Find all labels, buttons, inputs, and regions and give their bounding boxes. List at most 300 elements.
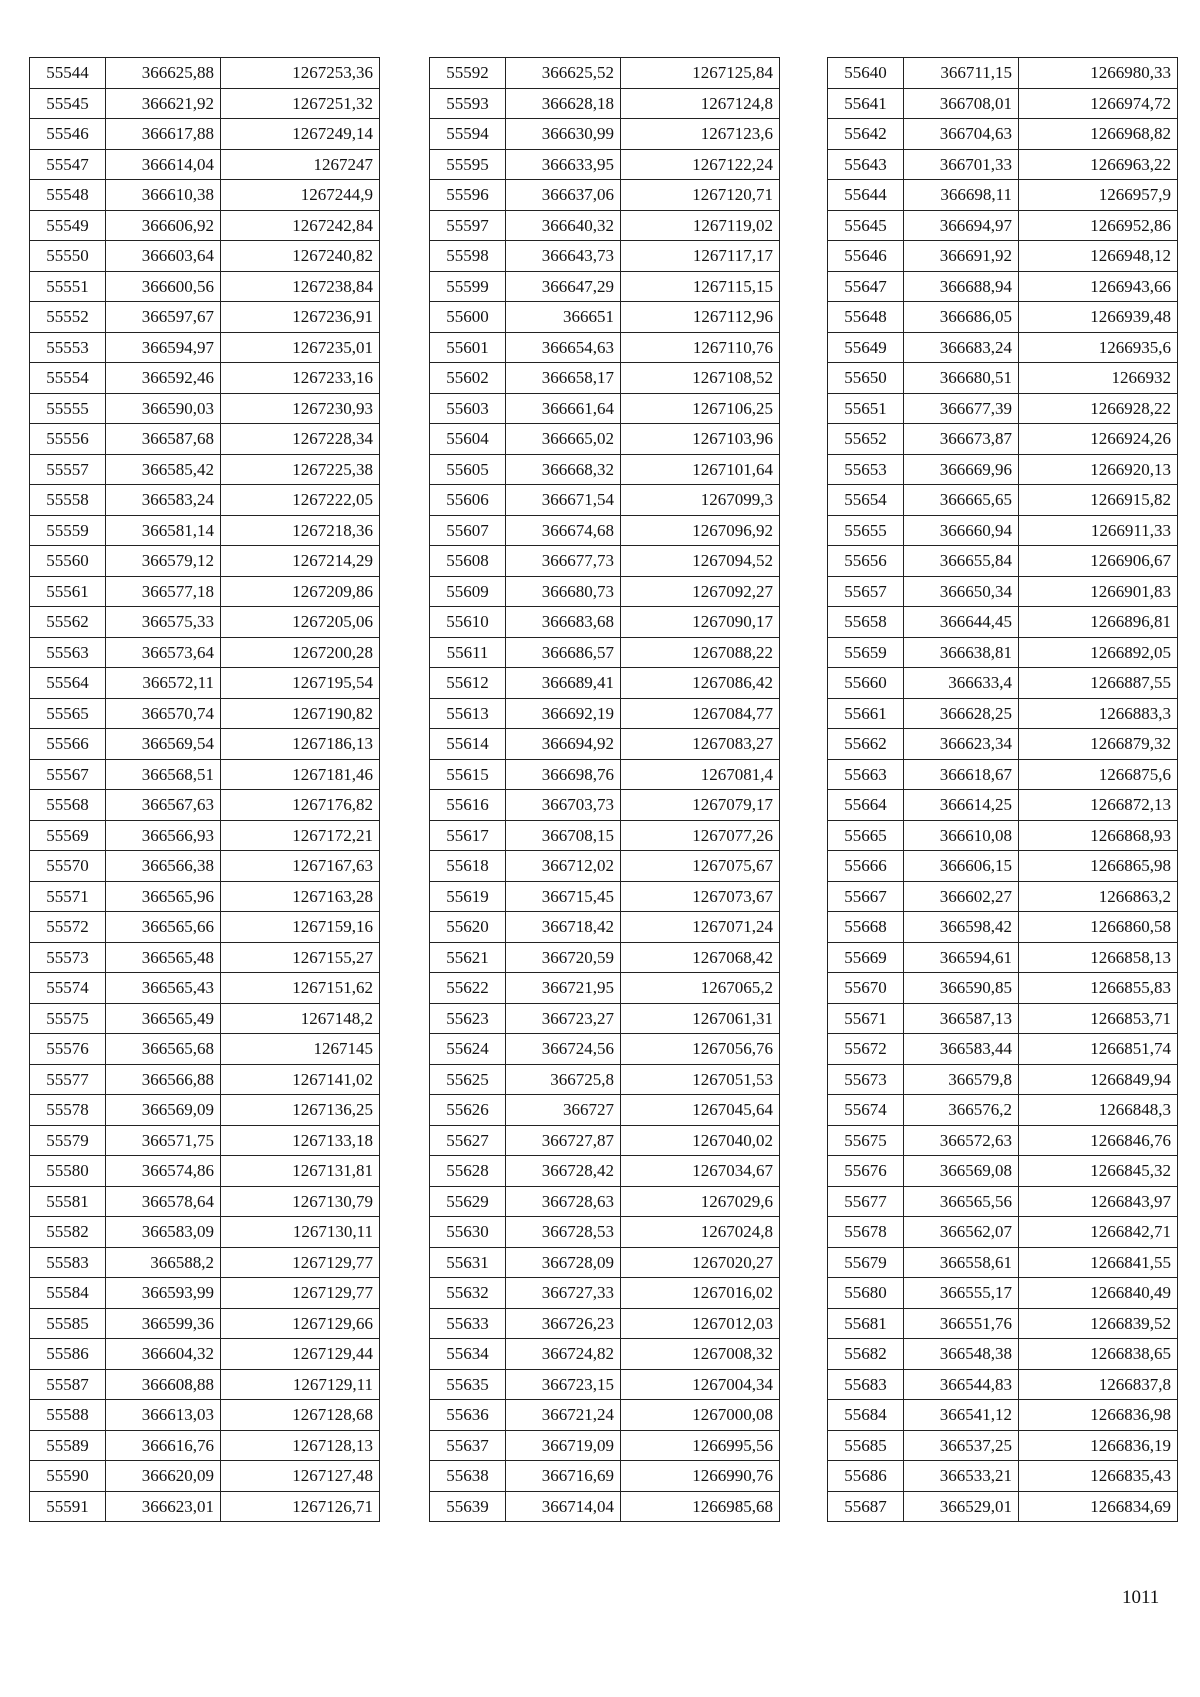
table-row [30,851,380,882]
y-coordinate-cell: 1267056,76 [621,1034,780,1065]
point-id-cell: 55603 [430,393,506,424]
x-coordinate-cell: 366574,86 [106,1156,221,1187]
point-id-cell: 55609 [430,576,506,607]
point-id-cell: 55566 [30,729,106,760]
x-coordinate-cell: 366583,24 [106,485,221,516]
x-coordinate-cell: 366562,07 [904,1217,1019,1248]
x-coordinate-cell: 366661,64 [506,393,621,424]
y-coordinate-cell: 1267051,53 [621,1064,780,1095]
y-coordinate-cell: 1266985,68 [621,1491,780,1522]
point-id-cell: 55604 [430,424,506,455]
point-id-cell: 55579 [30,1125,106,1156]
point-id-cell: 55618 [430,851,506,882]
point-id-cell: 55626 [430,1095,506,1126]
table-row [828,576,1178,607]
point-id-cell: 55623 [430,1003,506,1034]
page-number: 1011 [1122,1587,1160,1608]
x-coordinate-cell: 366623,34 [904,729,1019,760]
table-row [828,729,1178,760]
y-coordinate-cell: 1266865,98 [1019,851,1178,882]
point-id-cell: 55624 [430,1034,506,1065]
table-row [430,1369,780,1400]
point-id-cell: 55648 [828,302,904,333]
table-row [828,1247,1178,1278]
y-coordinate-cell: 1267235,01 [221,332,380,363]
x-coordinate-cell: 366643,73 [506,241,621,272]
x-coordinate-cell: 366621,92 [106,88,221,119]
x-coordinate-cell: 366575,33 [106,607,221,638]
x-coordinate-cell: 366572,11 [106,668,221,699]
x-coordinate-cell: 366728,63 [506,1186,621,1217]
point-id-cell: 55656 [828,546,904,577]
y-coordinate-cell: 1267106,25 [621,393,780,424]
table-row [30,698,380,729]
x-coordinate-cell: 366533,21 [904,1461,1019,1492]
x-coordinate-cell: 366665,02 [506,424,621,455]
table-row [30,1400,380,1431]
point-id-cell: 55605 [430,454,506,485]
y-coordinate-cell: 1267163,28 [221,881,380,912]
table-row [828,851,1178,882]
point-id-cell: 55601 [430,332,506,363]
table-row [828,1430,1178,1461]
x-coordinate-cell: 366673,87 [904,424,1019,455]
point-id-cell: 55619 [430,881,506,912]
point-id-cell: 55590 [30,1461,106,1492]
point-id-cell: 55607 [430,515,506,546]
y-coordinate-cell: 1267155,27 [221,942,380,973]
table-row [828,668,1178,699]
y-coordinate-cell: 1266932 [1019,363,1178,394]
point-id-cell: 55680 [828,1278,904,1309]
x-coordinate-cell: 366606,92 [106,210,221,241]
x-coordinate-cell: 366594,61 [904,942,1019,973]
x-coordinate-cell: 366569,09 [106,1095,221,1126]
y-coordinate-cell: 1267129,77 [221,1278,380,1309]
y-coordinate-cell: 1267181,46 [221,759,380,790]
y-coordinate-cell: 1267045,64 [621,1095,780,1126]
y-coordinate-cell: 1266892,05 [1019,637,1178,668]
table-row [828,1034,1178,1065]
point-id-cell: 55613 [430,698,506,729]
table-row [30,942,380,973]
table-row [430,1430,780,1461]
table-row [430,820,780,851]
point-id-cell: 55668 [828,912,904,943]
y-coordinate-cell: 1266843,97 [1019,1186,1178,1217]
coordinate-table-3 [827,57,1178,1522]
point-id-cell: 55586 [30,1339,106,1370]
x-coordinate-cell: 366571,75 [106,1125,221,1156]
x-coordinate-cell: 366569,54 [106,729,221,760]
point-id-cell: 55553 [30,332,106,363]
y-coordinate-cell: 1267086,42 [621,668,780,699]
table-row [30,1064,380,1095]
table-row [828,515,1178,546]
table-row [30,1156,380,1187]
point-id-cell: 55634 [430,1339,506,1370]
x-coordinate-cell: 366617,88 [106,119,221,150]
x-coordinate-cell: 366555,17 [904,1278,1019,1309]
table-row [430,210,780,241]
y-coordinate-cell: 1267214,29 [221,546,380,577]
point-id-cell: 55672 [828,1034,904,1065]
x-coordinate-cell: 366694,92 [506,729,621,760]
point-id-cell: 55641 [828,88,904,119]
point-id-cell: 55632 [430,1278,506,1309]
x-coordinate-cell: 366638,81 [904,637,1019,668]
x-coordinate-cell: 366665,65 [904,485,1019,516]
table-row [828,393,1178,424]
point-id-cell: 55670 [828,973,904,1004]
table-row [30,302,380,333]
y-coordinate-cell: 1267083,27 [621,729,780,760]
point-id-cell: 55669 [828,942,904,973]
table-row [430,454,780,485]
point-id-cell: 55587 [30,1369,106,1400]
y-coordinate-cell: 1267016,02 [621,1278,780,1309]
y-coordinate-cell: 1267075,67 [621,851,780,882]
x-coordinate-cell: 366712,02 [506,851,621,882]
point-id-cell: 55591 [30,1491,106,1522]
point-id-cell: 55592 [430,58,506,89]
table-row [430,881,780,912]
table-row [828,1339,1178,1370]
x-coordinate-cell: 366623,01 [106,1491,221,1522]
table-row [828,241,1178,272]
table-row [430,1491,780,1522]
table-row [430,1217,780,1248]
x-coordinate-cell: 366647,29 [506,271,621,302]
table-row [30,607,380,638]
table-row [30,1491,380,1522]
table-row [828,1095,1178,1126]
y-coordinate-cell: 1267131,81 [221,1156,380,1187]
x-coordinate-cell: 366698,76 [506,759,621,790]
x-coordinate-cell: 366724,82 [506,1339,621,1370]
table-row [828,485,1178,516]
x-coordinate-cell: 366616,76 [106,1430,221,1461]
point-id-cell: 55630 [430,1217,506,1248]
table-row [30,1247,380,1278]
table-row [430,241,780,272]
table-row [828,210,1178,241]
x-coordinate-cell: 366692,19 [506,698,621,729]
y-coordinate-cell: 1267129,77 [221,1247,380,1278]
y-coordinate-cell: 1267145 [221,1034,380,1065]
table-row [30,1034,380,1065]
y-coordinate-cell: 1266924,26 [1019,424,1178,455]
table-row [30,424,380,455]
table-row [430,485,780,516]
y-coordinate-cell: 1267251,32 [221,88,380,119]
point-id-cell: 55667 [828,881,904,912]
x-coordinate-cell: 366727 [506,1095,621,1126]
x-coordinate-cell: 366719,09 [506,1430,621,1461]
x-coordinate-cell: 366701,33 [904,149,1019,180]
table-row [430,851,780,882]
x-coordinate-cell: 366613,03 [106,1400,221,1431]
table-row [430,576,780,607]
table-row [430,119,780,150]
y-coordinate-cell: 1266836,19 [1019,1430,1178,1461]
x-coordinate-cell: 366566,93 [106,820,221,851]
y-coordinate-cell: 1266883,3 [1019,698,1178,729]
point-id-cell: 55559 [30,515,106,546]
table-row [430,1308,780,1339]
x-coordinate-cell: 366724,56 [506,1034,621,1065]
table-row [828,180,1178,211]
point-id-cell: 55583 [30,1247,106,1278]
table-row [430,912,780,943]
y-coordinate-cell: 1267228,34 [221,424,380,455]
x-coordinate-cell: 366698,11 [904,180,1019,211]
point-id-cell: 55598 [430,241,506,272]
table-row [30,759,380,790]
x-coordinate-cell: 366674,68 [506,515,621,546]
table-row [828,1186,1178,1217]
x-coordinate-cell: 366708,15 [506,820,621,851]
x-coordinate-cell: 366718,42 [506,912,621,943]
point-id-cell: 55576 [30,1034,106,1065]
point-id-cell: 55606 [430,485,506,516]
y-coordinate-cell: 1267129,66 [221,1308,380,1339]
point-id-cell: 55548 [30,180,106,211]
point-id-cell: 55666 [828,851,904,882]
point-id-cell: 55664 [828,790,904,821]
point-id-cell: 55653 [828,454,904,485]
table-row [430,698,780,729]
x-coordinate-cell: 366608,88 [106,1369,221,1400]
point-id-cell: 55593 [430,88,506,119]
table-row [430,1156,780,1187]
point-id-cell: 55577 [30,1064,106,1095]
y-coordinate-cell: 1267122,24 [621,149,780,180]
x-coordinate-cell: 366577,18 [106,576,221,607]
table-row [30,576,380,607]
y-coordinate-cell: 1267065,2 [621,973,780,1004]
y-coordinate-cell: 1266995,56 [621,1430,780,1461]
x-coordinate-cell: 366728,42 [506,1156,621,1187]
y-coordinate-cell: 1267133,18 [221,1125,380,1156]
y-coordinate-cell: 1267205,06 [221,607,380,638]
table-row [30,1430,380,1461]
table-row [828,607,1178,638]
x-coordinate-cell: 366694,97 [904,210,1019,241]
y-coordinate-cell: 1266963,22 [1019,149,1178,180]
table-row [828,302,1178,333]
y-coordinate-cell: 1266842,71 [1019,1217,1178,1248]
point-id-cell: 55595 [430,149,506,180]
y-coordinate-cell: 1267110,76 [621,332,780,363]
y-coordinate-cell: 1267020,27 [621,1247,780,1278]
x-coordinate-cell: 366548,38 [904,1339,1019,1370]
x-coordinate-cell: 366590,03 [106,393,221,424]
y-coordinate-cell: 1266990,76 [621,1461,780,1492]
x-coordinate-cell: 366579,12 [106,546,221,577]
y-coordinate-cell: 1267240,82 [221,241,380,272]
x-coordinate-cell: 366583,44 [904,1034,1019,1065]
y-coordinate-cell: 1267130,11 [221,1217,380,1248]
point-id-cell: 55596 [430,180,506,211]
table-row [430,149,780,180]
point-id-cell: 55573 [30,942,106,973]
x-coordinate-cell: 366658,17 [506,363,621,394]
y-coordinate-cell: 1266980,33 [1019,58,1178,89]
y-coordinate-cell: 1267209,86 [221,576,380,607]
y-coordinate-cell: 1267024,8 [621,1217,780,1248]
y-coordinate-cell: 1267172,21 [221,820,380,851]
table-row [430,58,780,89]
table-row [430,1003,780,1034]
y-coordinate-cell: 1267244,9 [221,180,380,211]
table-row [430,729,780,760]
point-id-cell: 55544 [30,58,106,89]
x-coordinate-cell: 366640,32 [506,210,621,241]
y-coordinate-cell: 1267081,4 [621,759,780,790]
table-row [430,942,780,973]
point-id-cell: 55638 [430,1461,506,1492]
y-coordinate-cell: 1267222,05 [221,485,380,516]
x-coordinate-cell: 366614,04 [106,149,221,180]
y-coordinate-cell: 1267195,54 [221,668,380,699]
y-coordinate-cell: 1267238,84 [221,271,380,302]
y-coordinate-cell: 1267200,28 [221,637,380,668]
table-row [30,393,380,424]
y-coordinate-cell: 1266911,33 [1019,515,1178,546]
point-id-cell: 55589 [30,1430,106,1461]
y-coordinate-cell: 1267126,71 [221,1491,380,1522]
x-coordinate-cell: 366618,67 [904,759,1019,790]
y-coordinate-cell: 1266896,81 [1019,607,1178,638]
point-id-cell: 55569 [30,820,106,851]
y-coordinate-cell: 1266901,83 [1019,576,1178,607]
table-row [430,363,780,394]
table-row [430,790,780,821]
y-coordinate-cell: 1267129,11 [221,1369,380,1400]
table-row [430,759,780,790]
point-id-cell: 55578 [30,1095,106,1126]
point-id-cell: 55567 [30,759,106,790]
x-coordinate-cell: 366728,09 [506,1247,621,1278]
point-id-cell: 55657 [828,576,904,607]
y-coordinate-cell: 1266928,22 [1019,393,1178,424]
table-row [828,271,1178,302]
y-coordinate-cell: 1267159,16 [221,912,380,943]
point-id-cell: 55678 [828,1217,904,1248]
table-row [828,1125,1178,1156]
x-coordinate-cell: 366683,68 [506,607,621,638]
x-coordinate-cell: 366633,4 [904,668,1019,699]
x-coordinate-cell: 366573,64 [106,637,221,668]
table-row [828,58,1178,89]
x-coordinate-cell: 366570,74 [106,698,221,729]
table-row [30,1308,380,1339]
x-coordinate-cell: 366625,88 [106,58,221,89]
x-coordinate-cell: 366590,85 [904,973,1019,1004]
table-row [30,668,380,699]
x-coordinate-cell: 366592,46 [106,363,221,394]
point-id-cell: 55654 [828,485,904,516]
point-id-cell: 55625 [430,1064,506,1095]
point-id-cell: 55635 [430,1369,506,1400]
point-id-cell: 55546 [30,119,106,150]
point-id-cell: 55612 [430,668,506,699]
y-coordinate-cell: 1267073,67 [621,881,780,912]
x-coordinate-cell: 366715,45 [506,881,621,912]
point-id-cell: 55582 [30,1217,106,1248]
point-id-cell: 55610 [430,607,506,638]
point-id-cell: 55551 [30,271,106,302]
y-coordinate-cell: 1266858,13 [1019,942,1178,973]
y-coordinate-cell: 1267129,44 [221,1339,380,1370]
table-row [30,1003,380,1034]
y-coordinate-cell: 1267112,96 [621,302,780,333]
point-id-cell: 55558 [30,485,106,516]
table-row [30,180,380,211]
table-row [30,363,380,394]
y-coordinate-cell: 1267230,93 [221,393,380,424]
point-id-cell: 55681 [828,1308,904,1339]
point-id-cell: 55643 [828,149,904,180]
x-coordinate-cell: 366565,56 [904,1186,1019,1217]
y-coordinate-cell: 1266848,3 [1019,1095,1178,1126]
y-coordinate-cell: 1267029,6 [621,1186,780,1217]
table-row [30,1339,380,1370]
x-coordinate-cell: 366727,87 [506,1125,621,1156]
point-id-cell: 55620 [430,912,506,943]
point-id-cell: 55642 [828,119,904,150]
y-coordinate-cell: 1266834,69 [1019,1491,1178,1522]
y-coordinate-cell: 1266849,94 [1019,1064,1178,1095]
y-coordinate-cell: 1267099,3 [621,485,780,516]
y-coordinate-cell: 1267127,48 [221,1461,380,1492]
y-coordinate-cell: 1267176,82 [221,790,380,821]
y-coordinate-cell: 1267079,17 [621,790,780,821]
y-coordinate-cell: 1267034,67 [621,1156,780,1187]
y-coordinate-cell: 1266875,6 [1019,759,1178,790]
x-coordinate-cell: 366721,95 [506,973,621,1004]
x-coordinate-cell: 366644,45 [904,607,1019,638]
y-coordinate-cell: 1267090,17 [621,607,780,638]
point-id-cell: 55588 [30,1400,106,1431]
point-id-cell: 55555 [30,393,106,424]
table-row [828,973,1178,1004]
x-coordinate-cell: 366579,8 [904,1064,1019,1095]
x-coordinate-cell: 366688,94 [904,271,1019,302]
x-coordinate-cell: 366683,24 [904,332,1019,363]
point-id-cell: 55547 [30,149,106,180]
y-coordinate-cell: 1267096,92 [621,515,780,546]
x-coordinate-cell: 366594,97 [106,332,221,363]
y-coordinate-cell: 1267124,8 [621,88,780,119]
point-id-cell: 55682 [828,1339,904,1370]
x-coordinate-cell: 366628,25 [904,698,1019,729]
point-id-cell: 55561 [30,576,106,607]
y-coordinate-cell: 1267190,82 [221,698,380,729]
y-coordinate-cell: 1266906,67 [1019,546,1178,577]
table-row [430,1247,780,1278]
y-coordinate-cell: 1266935,6 [1019,332,1178,363]
point-id-cell: 55571 [30,881,106,912]
point-id-cell: 55663 [828,759,904,790]
y-coordinate-cell: 1266868,93 [1019,820,1178,851]
point-id-cell: 55671 [828,1003,904,1034]
point-id-cell: 55611 [430,637,506,668]
x-coordinate-cell: 366728,53 [506,1217,621,1248]
point-id-cell: 55640 [828,58,904,89]
x-coordinate-cell: 366567,63 [106,790,221,821]
